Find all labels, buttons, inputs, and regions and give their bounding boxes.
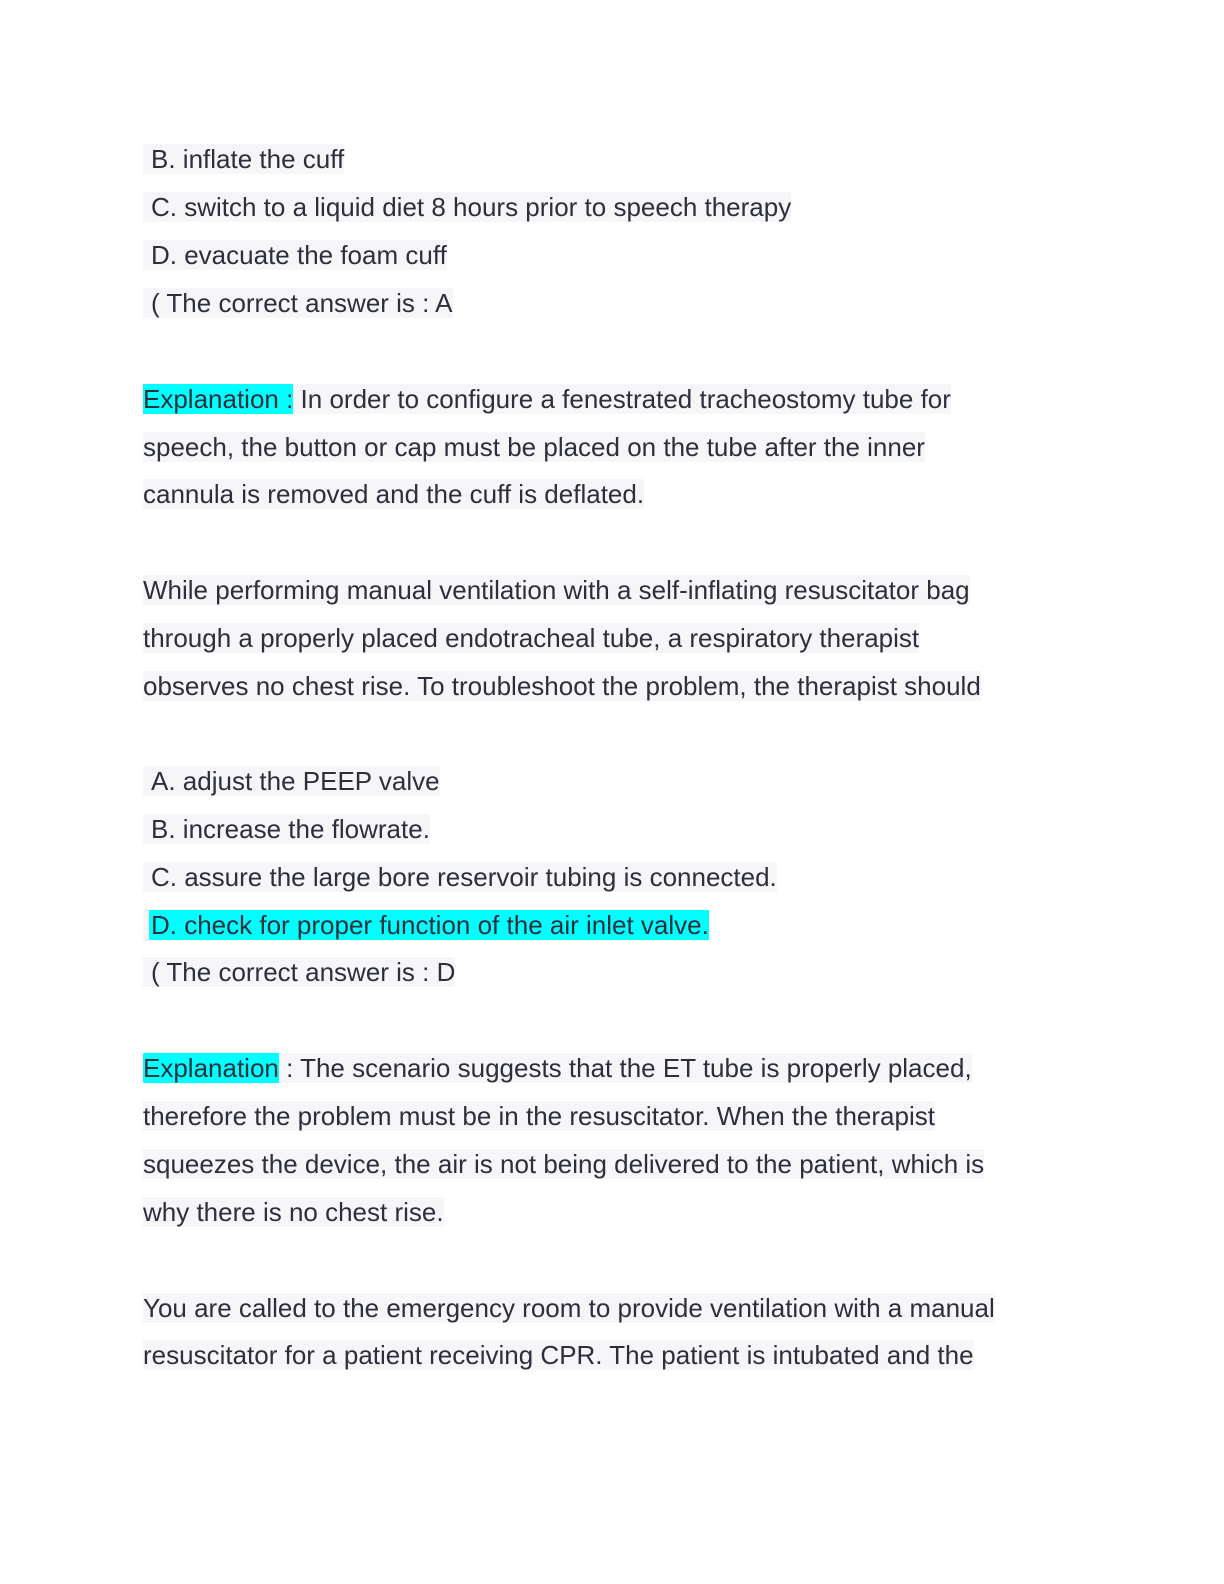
question-3-line-2 xyxy=(143,1338,974,1372)
option-text: C. assure the large bore reservoir tubing is connected. xyxy=(143,862,777,892)
explanation-label: Explanation : xyxy=(143,384,294,414)
explanation-text: therefore the problem must be in the resuscitator. When the therapist xyxy=(143,1101,935,1131)
explanation-2-line-2 xyxy=(143,1099,935,1133)
option-b-2 xyxy=(143,812,430,846)
question-2-line-1 xyxy=(143,573,970,607)
explanation-1-line-1 xyxy=(143,382,951,416)
question-text: resuscitator for a patient receiving CPR. The patient is intubated and the xyxy=(143,1340,974,1370)
explanation-text: : The scenario suggests that the ET tube is properly placed, xyxy=(278,1053,972,1083)
option-text: A. adjust the PEEP valve xyxy=(143,766,440,796)
question-text: observes no chest rise. To troubleshoot the problem, the therapist should xyxy=(143,671,981,701)
question-text: While performing manual ventilation with a self-inflating resuscitator bag xyxy=(143,575,970,605)
option-c-1 xyxy=(143,190,791,224)
question-2-line-2 xyxy=(143,621,919,655)
option-d-2-highlighted xyxy=(143,908,709,942)
question-text: through a properly placed endotracheal tube, a respiratory therapist xyxy=(143,623,920,653)
option-b-1 xyxy=(143,142,344,176)
explanation-text: In order to configure a fenestrated tracheostomy tube for xyxy=(293,384,951,414)
explanation-text: why there is no chest rise. xyxy=(143,1197,444,1227)
question-2-line-3 xyxy=(143,669,981,703)
question-text: You are called to the emergency room to provide ventilation with a manual xyxy=(143,1293,995,1323)
explanation-1-line-2 xyxy=(143,430,925,464)
correct-answer-2 xyxy=(143,955,455,989)
option-text: D. evacuate the foam cuff xyxy=(143,240,447,270)
option-a-2 xyxy=(143,764,440,798)
option-text: C. switch to a liquid diet 8 hours prior to speech therapy xyxy=(143,192,791,222)
answer-text: ( The correct answer is : A xyxy=(143,288,453,318)
option-text: B. inflate the cuff xyxy=(143,144,344,174)
explanation-text: cannula is removed and the cuff is deflated. xyxy=(143,479,645,509)
option-c-2 xyxy=(143,860,777,894)
explanation-2-line-1 xyxy=(143,1051,972,1085)
explanation-text: squeezes the device, the air is not being delivered to the patient, which is xyxy=(143,1149,985,1179)
explanation-2-line-3 xyxy=(143,1147,984,1181)
explanation-label: Explanation xyxy=(143,1053,279,1083)
explanation-1-line-3 xyxy=(143,477,644,511)
option-text: B. increase the flowrate. xyxy=(143,814,430,844)
correct-answer-1 xyxy=(143,286,453,320)
explanation-2-line-4 xyxy=(143,1195,444,1229)
answer-text: ( The correct answer is : D xyxy=(143,957,455,987)
option-d-1 xyxy=(143,238,447,272)
explanation-text: speech, the button or cap must be placed on the tube after the inner xyxy=(143,432,925,462)
question-3-line-1 xyxy=(143,1291,995,1325)
option-text: D. check for proper function of the air inlet valve. xyxy=(151,910,709,940)
